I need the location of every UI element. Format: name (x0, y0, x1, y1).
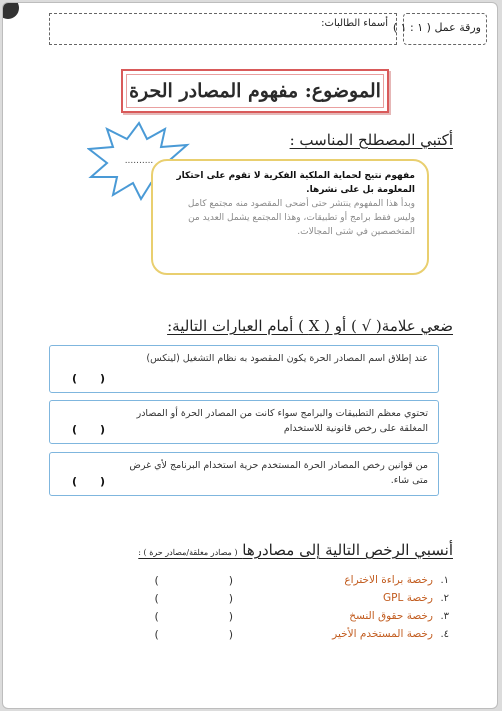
worksheet-number-box (392, 13, 487, 45)
statement-3 (49, 452, 439, 496)
definition-box (151, 159, 429, 275)
section3-heading (138, 541, 453, 559)
starburst-blank: .......... (124, 156, 154, 166)
section3-heading-text: أنسبي الرخص التالية إلى مصادرها (242, 541, 453, 559)
header (49, 13, 487, 45)
corner-mark (2, 2, 19, 19)
student-names-label: أسماء الطالبات: (321, 18, 388, 29)
worksheet-label: ورقة عمل ( ١ : ١ ) (392, 21, 481, 34)
license-1-number: ١. (440, 574, 449, 586)
license-row-2 (69, 589, 449, 607)
license-4-answer[interactable]: ( ) (154, 627, 233, 641)
license-2-name: رخصة GPL (383, 592, 433, 604)
license-2-answer[interactable]: ( ) (154, 591, 233, 605)
license-1-name: رخصة براءة الاختراع (344, 574, 433, 586)
license-2-number: ٢. (440, 592, 449, 604)
section1-heading: أكتبي المصطلح المناسب : (289, 131, 453, 149)
license-1-answer[interactable]: ( ) (154, 573, 233, 587)
license-4-number: ٤. (440, 628, 449, 640)
definition-bold-text: مفهوم نتيج لحماية الملكية الفكرية لا تقوم على احتكار المعلومة بل على نشرها. (176, 171, 415, 195)
statement-1-answer[interactable]: ( ) (72, 372, 106, 385)
license-3-answer[interactable]: ( ) (154, 609, 233, 623)
license-3-number: ٣. (440, 610, 449, 622)
license-row-3 (69, 607, 449, 625)
statement-1 (49, 345, 439, 393)
statement-2-text: تحتوي معظم التطبيقات والبرامج سواء كانت من المصادر الحرة أو المصادر المغلقة على رخص قانونية للاستخدام (136, 408, 428, 434)
statement-2 (49, 400, 439, 444)
section3-heading-hint: ( مصادر مغلقة/مصادر حرة ) : (138, 548, 238, 557)
student-names-field[interactable] (49, 13, 397, 45)
section2-heading: ضعي علامة( √ ) أو ( X ) أمام العبارات التالية: (167, 317, 453, 335)
page-title: الموضوع: مفهوم المصادر الحرة (126, 74, 384, 108)
license-row-4 (69, 625, 449, 643)
definition-grey-text: وبدأ هذا المفهوم ينتشر حتى أضحى المقصود منه مجتمع كامل وليس فقط برامج أو تطبيقات، وهذا المجتمع يشمل العديد من المتخصصين في شتى المجالات. (187, 199, 415, 237)
statement-1-text: عند إطلاق اسم المصادر الحرة يكون المقصود به نظام التشغيل (لينكس) (146, 353, 428, 364)
title-banner (121, 69, 389, 113)
worksheet (2, 2, 498, 709)
license-3-name: رخصة حقوق النسخ (349, 610, 433, 622)
statement-3-answer[interactable]: ( ) (72, 475, 106, 488)
statement-3-text: من قوانين رخص المصادر الحرة المستخدم حرية استخدام البرنامج لأي غرض متى شاء. (129, 460, 428, 486)
license-row-1 (69, 571, 449, 589)
statement-2-answer[interactable]: ( ) (72, 423, 106, 436)
license-4-name: رخصة المستخدم الأخير (332, 628, 433, 640)
